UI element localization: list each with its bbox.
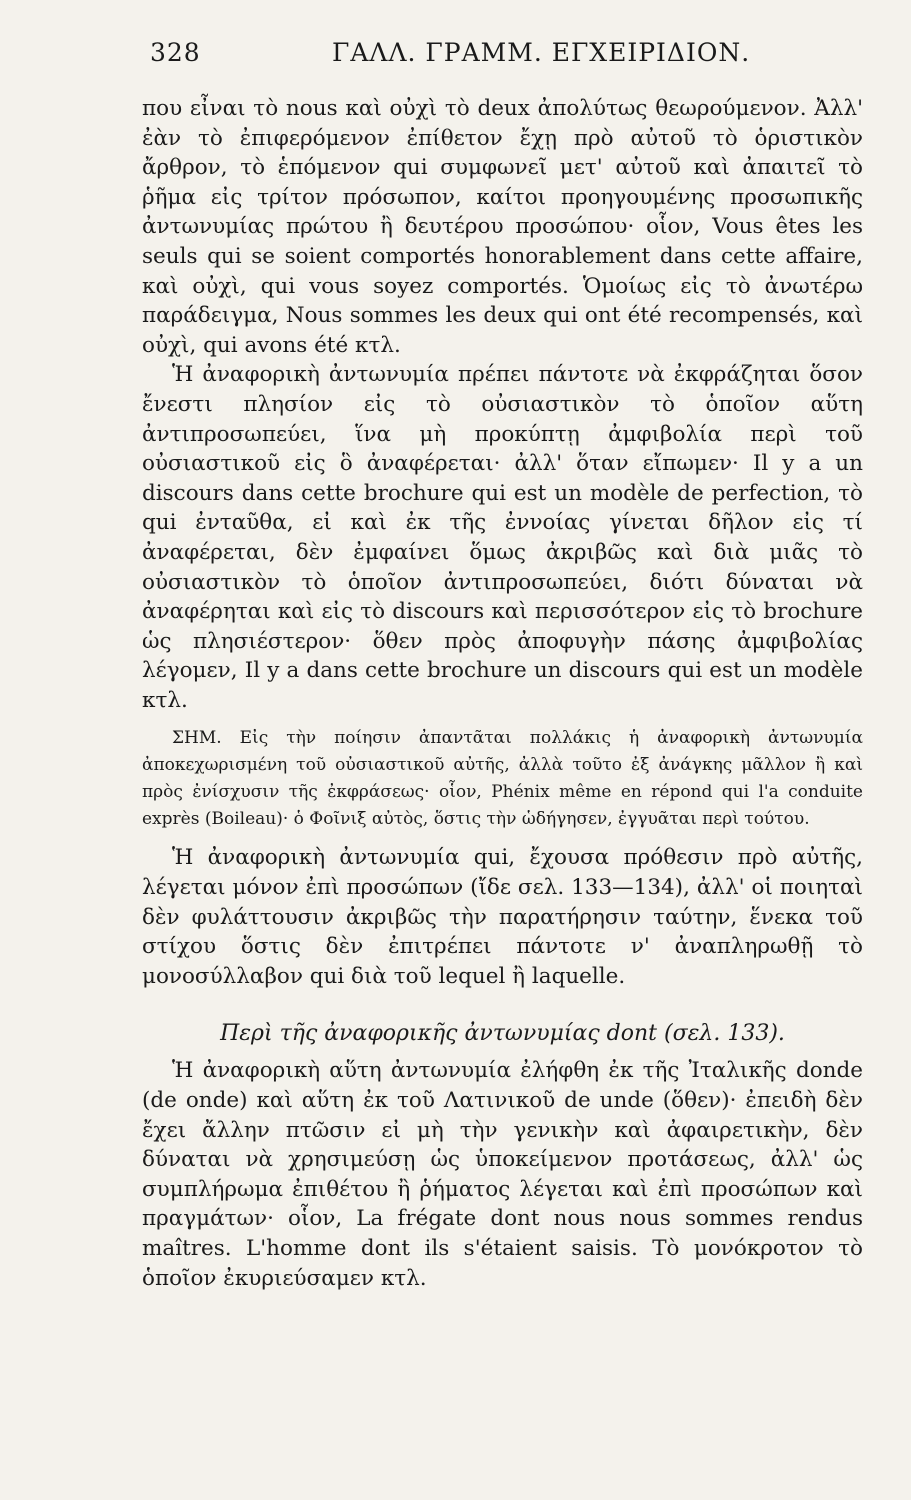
paragraph-note: ΣΗΜ. Εἰς τὴν ποίησιν ἀπαντᾶται πολλάκις ἡ ἀναφορικὴ ἀντωνυμία ἀποκεχωρισμένη τοῦ οὐσιαστικοῦ αὐτῆς, ἀλλὰ τοῦτο ἐξ ἀνάγκης μᾶλλον ἢ καὶ πρὸς ἐνίσχυσιν τῆς ἐκφράσεως· οἷον, Phénix même en répond qui l'a conduite exprès (Boileau)· ὁ Φοῖνιξ αὐτὸς, ὅστις τὴν ὡδήγησεν, ἐγγυᾶται περὶ τούτου.: [142, 728, 863, 830]
page-number: 328: [150, 38, 201, 67]
running-title: ΓΑΛΛ. ΓΡΑΜΜ. ΕΓΧΕΙΡΙΔΙΟΝ.: [332, 38, 751, 67]
paragraph-qui-preposition: Ἡ ἀναφορικὴ ἀντωνυμία qui, ἔχουσα πρόθεσιν πρὸ αὐτῆς, λέγεται μόνον ἐπὶ προσώπων (ἴδε σελ. 133—134), ἀλλ' οἱ ποιηταὶ δὲν φυλάττουσιν ἀκριβῶς τὴν παρατήρησιν ταύτην, ἕνεκα τοῦ στίχου ὅστις δὲν ἐπιτρέπει πάντοτε ν' ἀναπληρωθῇ τὸ μονοσύλλαβον qui διὰ τοῦ lequel ἢ laquelle.: [142, 845, 863, 989]
paragraph-relative-pronoun-placement: Ἡ ἀναφορικὴ ἀντωνυμία πρέπει πάντοτε νὰ ἐκφράζηται ὅσον ἔνεστι πλησίον εἰς τὸ οὐσιαστικὸν τὸ ὁποῖον αὕτη ἀντιπροσωπεύει, ἵνα μὴ προκύπτῃ ἀμφιβολία περὶ τοῦ οὐσιαστικοῦ εἰς ὃ ἀναφέρεται· ἀλλ' ὅταν εἴπωμεν· Il y a un discours dans cette brochure qui est un modèle de perfection, τὸ qui ἐνταῦθα, εἰ καὶ ἐκ τῆς ἐννοίας γίνεται δῆλον εἰς τί ἀναφέρεται, δὲν ἐμφαίνει ὅμως ἀκριβῶς καὶ διὰ μιᾶς τὸ οὐσιαστικὸν τὸ ὁποῖον ἀντιπροσωπεύει, διότι δύναται νὰ ἀναφέρηται καὶ εἰς τὸ discours καὶ περισσότερον εἰς τὸ brochure ὡς πλησιέστερον· ὅθεν πρὸς ἀποφυγὴν πάσης ἀμφιβολίας λέγομεν, Il y a dans cette brochure un discours qui est un modèle κτλ.: [142, 362, 863, 713]
section-heading: Περὶ τῆς ἀναφορικῆς ἀντωνυμίας dont (σελ. 133).: [220, 1021, 785, 1047]
paragraph-dont: Ἡ ἀναφορικὴ αὕτη ἀντωνυμία ἐλήφθη ἐκ τῆς Ἰταλικῆς donde (de onde) καὶ αὕτη ἐκ τοῦ Λατινικοῦ de unde (ὅθεν)· ἐπειδὴ δὲν ἔχει ἄλλην πτῶσιν εἰ μὴ τὴν γενικὴν καὶ ἀφαιρετικὴν, δὲν δύναται νὰ χρησιμεύσῃ ὡς ὑποκείμενον προτάσεως, ἀλλ' ὡς συμπλήρωμα ἐπιθέτου ἢ ῥήματος λέγεται καὶ ἐπὶ προσώπων καὶ πραγμάτων· οἷον, La frégate dont nous nous sommes rendus maîtres. L'homme dont ils s'étaient saisis. Τὸ μονόκροτον τὸ ὁποῖον ἐκυριεύσαμεν κτλ.: [142, 1058, 863, 1291]
running-head: [142, 38, 863, 82]
paragraph-continuation: που εἶναι τὸ nous καὶ οὐχὶ τὸ deux ἀπολύτως θεωρούμενον. Ἀλλ' ἐὰν τὸ ἐπιφερόμενον ἐπίθετον ἔχῃ πρὸ αὐτοῦ τὸ ὁριστικὸν ἄρθρον, τὸ ἑπόμενον qui συμφωνεῖ μετ' αὐτοῦ καὶ ἀπαιτεῖ τὸ ῥῆμα εἰς τρίτον πρόσωπον, καίτοι προηγουμένης προσωπικῆς ἀντωνυμίας πρώτου ἢ δευτέρου προσώπου· οἷον, Vous êtes les seuls qui se soient comportés honorablement dans cette affaire, καὶ οὐχὶ, qui vous soyez comportés. Ὁμοίως εἰς τὸ ἀνωτέρω παράδειγμα, Nous sommes les deux qui ont été recompensés, καὶ οὐχὶ, qui avons été κτλ.: [142, 96, 863, 358]
